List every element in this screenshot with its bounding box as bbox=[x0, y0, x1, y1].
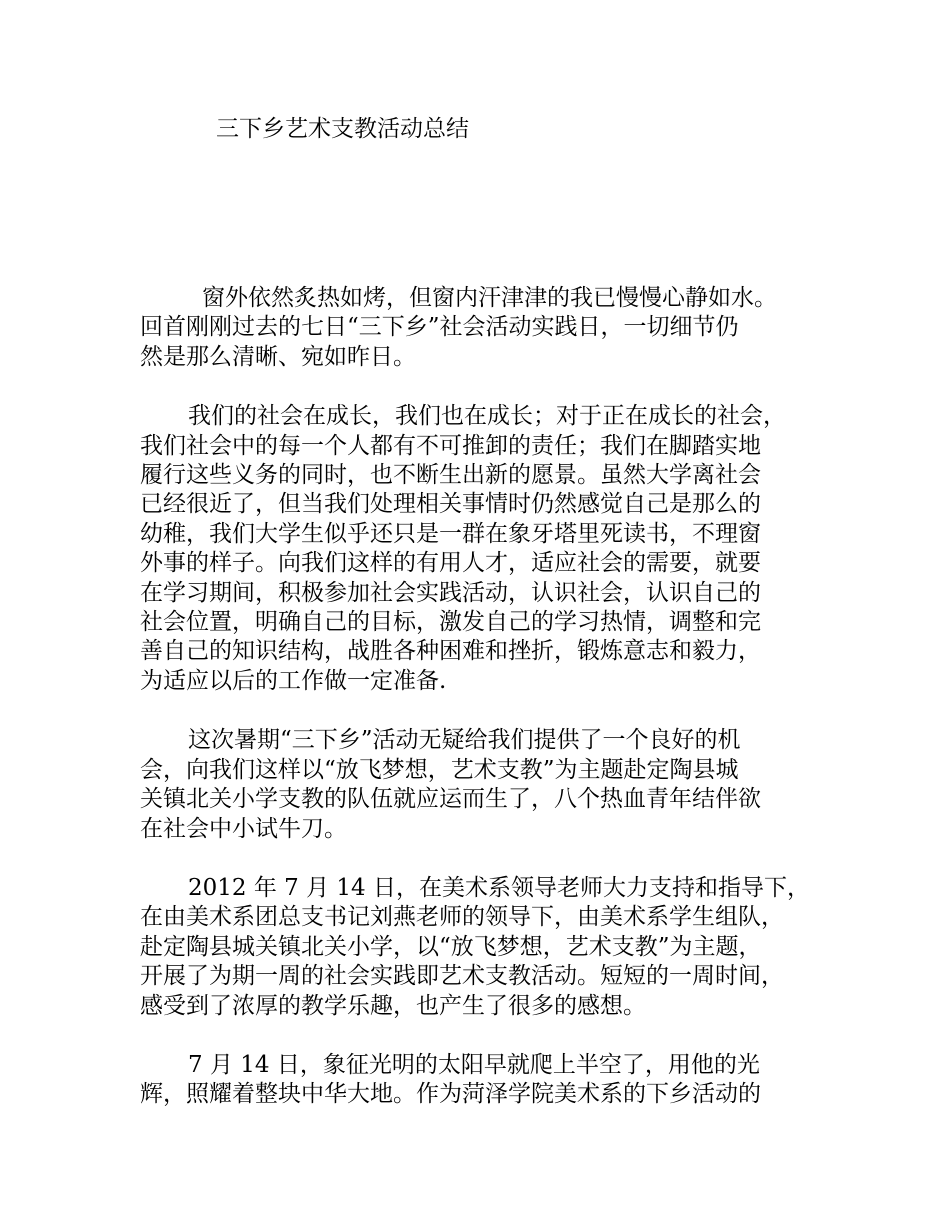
text-line: 我们的社会在成长，我们也在成长；对于正在成长的社会， bbox=[188, 403, 786, 430]
text-line: 这次暑期“三下乡”活动无疑给我们提供了一个良好的机 bbox=[188, 727, 741, 754]
text-line: 开展了为期一周的社会实践即艺术支教活动。短短的一周时间， bbox=[140, 963, 784, 990]
text-line: 在社会中小试牛刀。 bbox=[140, 815, 347, 842]
paragraph-5 bbox=[140, 1051, 830, 1110]
text-line: 辉，照耀着整块中华大地。作为菏泽学院美术系的下乡活动的 bbox=[140, 1081, 761, 1108]
text-line: 幼稚，我们大学生似乎还只是一群在象牙塔里死读书，不理窗 bbox=[140, 520, 761, 547]
text-line: 感受到了浓厚的教学乐趣，也产生了很多的感想。 bbox=[140, 992, 646, 1019]
text-line: 已经很近了，但当我们处理相关事情时仍然感觉自己是那么的 bbox=[140, 491, 761, 518]
text-line: 然是那么清晰、宛如昨日。 bbox=[140, 343, 416, 370]
text-line: 窗外依然炙热如烤，但窗内汗津津的我已慢慢心静如水。 bbox=[202, 285, 777, 311]
text-line: 关镇北关小学支教的队伍就应运而生了，八个热血青年结伴欲 bbox=[140, 786, 761, 813]
text-line: 会，向我们这样以“放飞梦想，艺术支教”为主题赴定陶县城 bbox=[140, 756, 739, 783]
paragraph-1 bbox=[140, 284, 830, 372]
text-line: 赴定陶县城关镇北关小学，以“放飞梦想，艺术支教”为主题， bbox=[140, 933, 762, 960]
text-line: 履行这些义务的同时，也不断生出新的愿景。虽然大学离社会 bbox=[140, 462, 761, 489]
text-line: 2012 年 7 月 14 日，在美术系领导老师大力支持和指导下， bbox=[188, 874, 810, 901]
text-line: 我们社会中的每一个人都有不可推卸的责任；我们在脚踏实地 bbox=[140, 432, 761, 459]
text-line: 为适应以后的工作做一定准备. bbox=[140, 667, 447, 694]
paragraph-3 bbox=[140, 726, 830, 844]
paragraph-2 bbox=[140, 402, 830, 696]
text-line: 7 月 14 日，象征光明的太阳早就爬上半空了，用他的光 bbox=[188, 1051, 760, 1078]
paragraph-4 bbox=[140, 874, 830, 1021]
text-line: 善自己的知识结构，战胜各种困难和挫折，锻炼意志和毅力， bbox=[140, 638, 761, 665]
document-body bbox=[140, 284, 830, 1140]
text-line: 回首刚刚过去的七日“三下乡”社会活动实践日，一切细节仍 bbox=[140, 314, 739, 341]
text-line: 社会位置，明确自己的目标，激发自己的学习热情，调整和完 bbox=[140, 609, 761, 636]
text-line: 在由美术系团总支书记刘燕老师的领导下，由美术系学生组队， bbox=[140, 904, 784, 931]
document-title: 三下乡艺术支教活动总结 bbox=[216, 116, 469, 142]
text-line: 在学习期间，积极参加社会实践活动，认识社会，认识自己的 bbox=[140, 579, 761, 606]
text-line: 外事的样子。向我们这样的有用人才，适应社会的需要，就要 bbox=[140, 550, 761, 577]
